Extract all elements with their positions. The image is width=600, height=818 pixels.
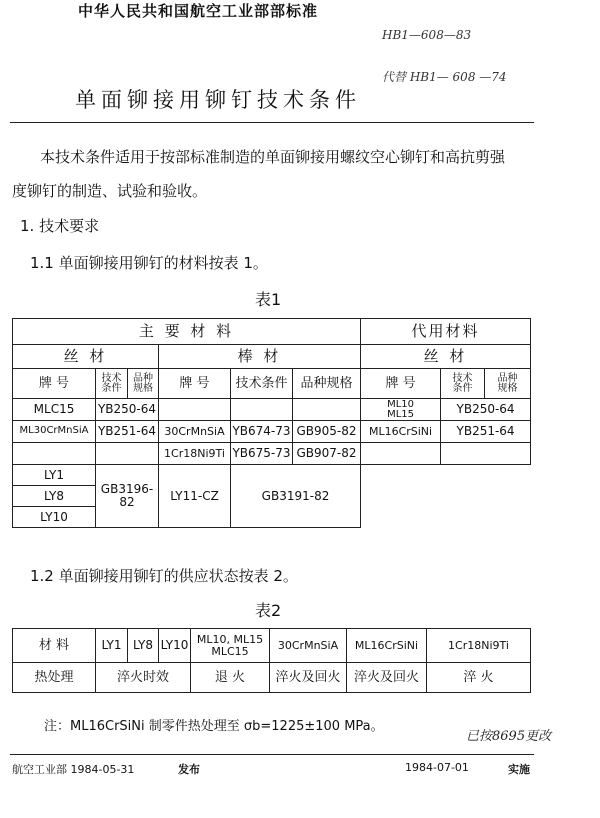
standard-org-title: 中华人民共和国航空工业部部标准 [78,2,319,20]
table-2-caption: 表2 [255,601,282,620]
t1-col-tech: 技术 条件 [96,369,128,399]
title-rule [10,122,534,123]
table-1-caption: 表1 [255,290,282,309]
t2-ht-1cr18ni9ti: 淬 火 [427,663,531,693]
t2-label-heat-treatment: 热处理 [13,663,96,693]
t1-row-ml30crmnsia [13,421,531,443]
t1-r2-bar-spec: GB905-82 [293,421,361,443]
footer-effective-label: 实施 [508,763,530,776]
t2-mat-ml16crsini: ML16CrSiNi [347,629,427,663]
t1-col-alt-grade: 牌 号 [361,369,441,399]
t1-r3-bar-tech: YB675-73 [231,443,293,465]
t2-ht-annealed: 退 火 [191,663,270,693]
t1-r2-bar-tech: YB674-73 [231,421,293,443]
t1-al-grade-ly8: LY8 [13,486,96,507]
document-title: 单面铆接用铆钉技术条件 [75,88,361,112]
t1-r2-alt-tech: YB251-64 [441,421,531,443]
intro-line-2: 度铆钉的制造、试验和验收。 [12,182,208,200]
t2-ht-ml16crsini: 淬火及回火 [347,663,427,693]
footer-rule [10,754,534,755]
t1-r1-tech: YB250-64 [96,399,159,421]
t1-row-ly1 [13,465,531,486]
t1-col-bar-tech: 技术条件 [231,369,293,399]
t2-mat-1cr18ni9ti: 1Cr18Ni9Ti [427,629,531,663]
standard-number: HB1—608—83 [382,28,472,42]
t1-header-alt-wire: 丝 材 [361,345,531,369]
table-1 [12,318,531,528]
t2-mat-ly10: LY10 [159,629,191,663]
t1-header-wire: 丝 材 [13,345,159,369]
t1-al-grade-ly1: LY1 [13,465,96,486]
t2-mat-ly1: LY1 [96,629,128,663]
t2-mat-ly8: LY8 [128,629,159,663]
t1-r3-bar-spec: GB907-82 [293,443,361,465]
t1-r1-alt-tech: YB250-64 [441,399,531,421]
t1-col-spec: 品种 规格 [128,369,159,399]
t1-col-bar-spec: 品种规格 [293,369,361,399]
t1-r3-bar-grade: 1Cr18Ni9Ti [159,443,231,465]
t1-row-mlc15 [13,399,531,421]
t1-r2-bar-grade: 30CrMnSiA [159,421,231,443]
t2-label-materials: 材 料 [13,629,96,663]
t1-col-grade: 牌 号 [13,369,96,399]
replaces-standard: 代替 HB1— 608 —74 [382,70,507,84]
t1-r2-tech: YB251-64 [96,421,159,443]
t1-row-1cr18ni9ti [13,443,531,465]
footer-effective-date: 1984-07-01 [405,761,469,774]
t2-row-heat-treatment [13,663,531,693]
t1-al-grade-ly10: LY10 [13,507,96,528]
t1-al-bar-tech: GB3191-82 [231,465,361,528]
t2-mat-ml10-ml15-mlc15: ML10, ML15 MLC15 [191,629,270,663]
t1-r2-grade: ML30CrMnSiA [13,421,96,443]
t1-al-tech: GB3196-82 [96,465,159,528]
table-2 [12,628,531,693]
t2-ht-aluminum: 淬火时效 [96,663,191,693]
t1-r2-alt-grade: ML16CrSiNi [361,421,441,443]
t2-row-materials [13,629,531,663]
section-1-heading: 1. 技术要求 [20,217,100,235]
t1-col-alt-tech: 技术 条件 [441,369,485,399]
section-1-2-text: 1.2 单面铆接用铆钉的供应状态按表 2。 [30,567,298,585]
handwritten-amendment-note: 已按8695更改 [466,729,552,744]
intro-line-1: 本技术条件适用于按部标准制造的单面铆接用螺纹空心铆钉和高抗剪强 [40,148,506,166]
t1-r1-alt-grade: ML10 ML15 [361,399,441,421]
t1-header-bar: 棒 材 [159,345,361,369]
section-1-1-text: 1.1 单面铆接用铆钉的材料按表 1。 [30,254,268,272]
t1-col-alt-spec: 品种 规格 [485,369,531,399]
t1-r1-grade: MLC15 [13,399,96,421]
note-text: 注：ML16CrSiNi 制零件热处理至 σb=1225±100 MPa。 [44,719,384,734]
t2-mat-30crmnsia: 30CrMnSiA [270,629,347,663]
t2-ht-30crmnsia: 淬火及回火 [270,663,347,693]
t1-header-main-materials: 主 要 材 料 [13,319,361,345]
t1-al-bar-grade: LY11-CZ [159,465,231,528]
footer-issued-label: 发布 [178,763,200,776]
t1-col-bar-grade: 牌 号 [159,369,231,399]
t1-header-alt-materials: 代用材料 [361,319,531,345]
footer-issuer: 航空工业部 1984-05-31 [12,763,135,776]
